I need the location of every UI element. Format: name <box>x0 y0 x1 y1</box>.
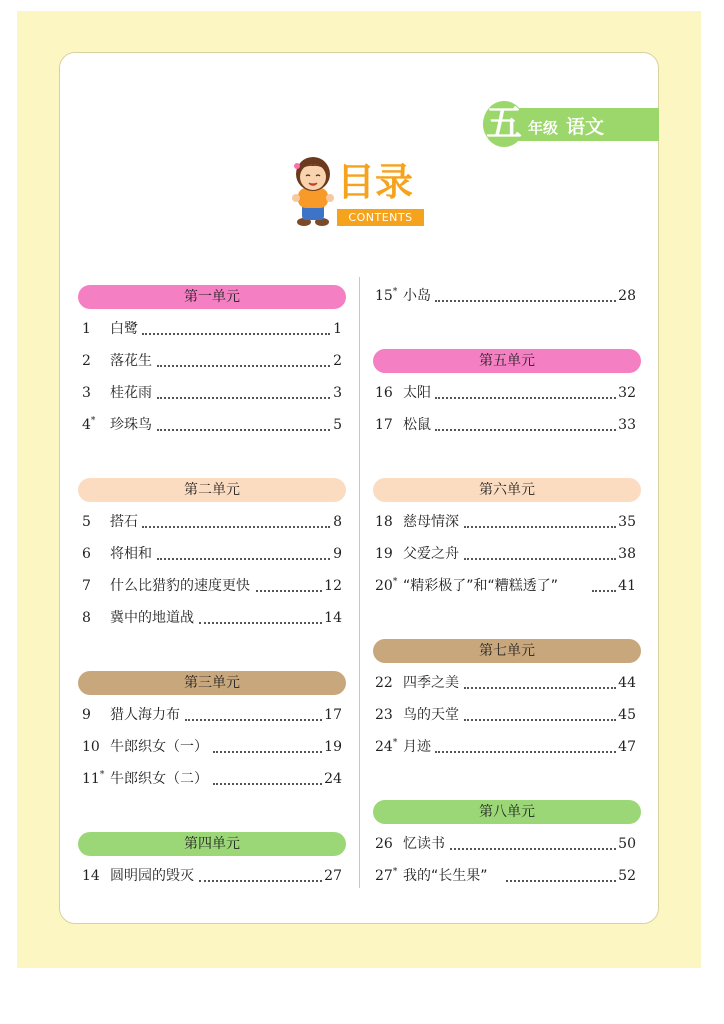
lesson-number <box>375 865 397 887</box>
lesson-number <box>82 768 104 790</box>
lesson-number <box>82 704 91 726</box>
dot-leader <box>142 526 330 528</box>
dot-leader <box>185 719 322 721</box>
dot-leader <box>199 622 322 624</box>
column-divider <box>359 277 360 888</box>
grade-number: 五 <box>483 101 525 147</box>
unit-heading-3: 第三单元 <box>78 671 346 695</box>
lesson-number-value: 18 <box>375 514 393 530</box>
lesson-number <box>82 575 91 597</box>
lesson-number <box>82 607 91 629</box>
unit-heading-2: 第二单元 <box>78 478 346 502</box>
toc-entry <box>375 736 636 758</box>
page-number: 44 <box>618 675 636 691</box>
page-number: 35 <box>618 514 636 530</box>
toc-entry <box>82 543 342 565</box>
dot-leader <box>450 848 616 850</box>
lesson-number <box>375 511 393 533</box>
page-number: 52 <box>618 868 636 884</box>
toc-entry <box>375 865 636 887</box>
lesson-number-value: 11 <box>82 771 100 787</box>
lesson-number <box>82 865 100 887</box>
lesson-number-value: 26 <box>375 836 393 852</box>
lesson-number <box>82 350 91 372</box>
lesson-title: 什么比猎豹的速度更快 <box>110 578 250 594</box>
dot-leader <box>157 558 330 560</box>
grade-subject-label <box>528 112 604 139</box>
lesson-number-value: 1 <box>82 321 91 337</box>
optional-lesson-mark: * <box>90 416 96 426</box>
dot-leader <box>592 590 616 592</box>
dot-leader <box>142 333 330 335</box>
lesson-title: 珍珠鸟 <box>110 417 152 433</box>
toc-entry <box>375 382 636 404</box>
lesson-number-value: 7 <box>82 578 91 594</box>
dot-leader <box>157 365 330 367</box>
page-number: 5 <box>333 417 342 433</box>
page-number: 41 <box>618 578 636 594</box>
lesson-number-value: 4 <box>82 417 91 433</box>
unit-heading-1: 第一单元 <box>78 285 346 309</box>
lesson-number-value: 20 <box>375 578 393 594</box>
toc-entry <box>82 318 342 340</box>
page-title: 目录 <box>337 160 414 204</box>
page-number: 33 <box>618 417 636 433</box>
lesson-number <box>375 575 397 597</box>
toc-entry <box>82 382 342 404</box>
optional-lesson-mark: * <box>392 738 398 748</box>
unit-heading-4: 第四单元 <box>78 832 346 856</box>
optional-lesson-mark: * <box>99 770 105 780</box>
page-subtitle: CONTENTS <box>337 209 424 226</box>
lesson-number-value: 14 <box>82 868 100 884</box>
dot-leader <box>256 590 322 592</box>
lesson-number <box>82 511 91 533</box>
lesson-number-value: 23 <box>375 707 393 723</box>
lesson-title: 白鹭 <box>110 321 138 337</box>
page-number: 50 <box>618 836 636 852</box>
page-number: 27 <box>324 868 342 884</box>
page-number: 14 <box>324 610 342 626</box>
lesson-number-value: 10 <box>82 739 100 755</box>
page-number: 32 <box>618 385 636 401</box>
unit-heading-7: 第七单元 <box>373 639 641 663</box>
toc-entry <box>82 704 342 726</box>
page-number: 19 <box>324 739 342 755</box>
lesson-number-value: 2 <box>82 353 91 369</box>
lesson-title: 猎人海力布 <box>110 707 180 723</box>
toc-entry <box>82 350 342 372</box>
toc-entry <box>82 865 342 887</box>
optional-lesson-mark: * <box>392 287 398 297</box>
lesson-title: 四季之美 <box>403 675 459 691</box>
girl-mascot-icon <box>290 154 336 228</box>
page-number: 1 <box>333 321 342 337</box>
lesson-title: 忆读书 <box>403 836 445 852</box>
dot-leader <box>506 880 616 882</box>
lesson-number <box>375 414 393 436</box>
lesson-title: “精彩极了”和“糟糕透了” <box>403 578 559 594</box>
lesson-number-value: 5 <box>82 514 91 530</box>
lesson-title: 月迹 <box>403 739 431 755</box>
lesson-number <box>375 285 397 307</box>
dot-leader <box>464 526 616 528</box>
lesson-title: 慈母情深 <box>403 514 459 530</box>
dot-leader <box>464 719 616 721</box>
lesson-number <box>82 382 91 404</box>
toc-entry <box>375 672 636 694</box>
toc-entry <box>375 285 636 307</box>
toc-entry <box>375 575 636 597</box>
lesson-title: 太阳 <box>403 385 431 401</box>
lesson-number-value: 15 <box>375 288 393 304</box>
lesson-number <box>375 736 397 758</box>
lesson-title: 桂花雨 <box>110 385 152 401</box>
lesson-title: 落花生 <box>110 353 152 369</box>
lesson-title: 鸟的天堂 <box>403 707 459 723</box>
lesson-title: 牛郎织女（一） <box>110 739 208 755</box>
lesson-number <box>82 736 100 758</box>
lesson-number <box>375 382 393 404</box>
lesson-title: 将相和 <box>110 546 152 562</box>
toc-entry <box>82 575 342 597</box>
lesson-number <box>375 672 393 694</box>
page-number: 9 <box>333 546 342 562</box>
page-number: 2 <box>333 353 342 369</box>
optional-lesson-mark: * <box>392 577 398 587</box>
page-number: 3 <box>333 385 342 401</box>
subject-label: 语文 <box>566 116 605 138</box>
toc-entry <box>82 607 342 629</box>
dot-leader <box>435 751 616 753</box>
lesson-number-value: 17 <box>375 417 393 433</box>
lesson-number-value: 27 <box>375 868 393 884</box>
dot-leader <box>213 751 322 753</box>
lesson-title: 我的“长生果” <box>403 868 488 884</box>
toc-entry <box>375 833 636 855</box>
page-number: 45 <box>618 707 636 723</box>
lesson-number-value: 24 <box>375 739 393 755</box>
lesson-number <box>82 414 95 436</box>
lesson-number-value: 9 <box>82 707 91 723</box>
lesson-number-value: 3 <box>82 385 91 401</box>
page-number: 12 <box>324 578 342 594</box>
dot-leader <box>464 558 616 560</box>
dot-leader <box>199 880 322 882</box>
lesson-number <box>375 704 393 726</box>
page-number: 24 <box>324 771 342 787</box>
lesson-title: 小岛 <box>403 288 431 304</box>
toc-entry <box>82 736 342 758</box>
page-number: 8 <box>333 514 342 530</box>
lesson-title: 松鼠 <box>403 417 431 433</box>
lesson-title: 圆明园的毁灭 <box>110 868 194 884</box>
toc-entry <box>82 511 342 533</box>
lesson-number <box>375 833 393 855</box>
unit-heading-6: 第六单元 <box>373 478 641 502</box>
toc-entry <box>375 414 636 436</box>
toc-entry <box>375 543 636 565</box>
lesson-title: 父爱之舟 <box>403 546 459 562</box>
page-number: 47 <box>618 739 636 755</box>
lesson-title: 搭石 <box>110 514 138 530</box>
lesson-number-value: 16 <box>375 385 393 401</box>
unit-heading-8: 第八单元 <box>373 800 641 824</box>
lesson-number <box>82 543 91 565</box>
lesson-number <box>375 543 393 565</box>
lesson-number-value: 8 <box>82 610 91 626</box>
lesson-title: 牛郎织女（二） <box>110 771 208 787</box>
page-number: 28 <box>618 288 636 304</box>
page-number: 17 <box>324 707 342 723</box>
toc-entry <box>82 768 342 790</box>
lesson-number <box>82 318 91 340</box>
unit-heading-5: 第五单元 <box>373 349 641 373</box>
toc-entry <box>375 511 636 533</box>
dot-leader <box>464 687 616 689</box>
lesson-title: 冀中的地道战 <box>110 610 194 626</box>
dot-leader <box>435 429 616 431</box>
page-number: 38 <box>618 546 636 562</box>
lesson-number-value: 19 <box>375 546 393 562</box>
optional-lesson-mark: * <box>392 867 398 877</box>
toc-entry <box>375 704 636 726</box>
dot-leader <box>157 429 330 431</box>
dot-leader <box>213 783 322 785</box>
dot-leader <box>157 397 330 399</box>
toc-entry <box>82 414 342 436</box>
lesson-number-value: 22 <box>375 675 393 691</box>
dot-leader <box>435 397 616 399</box>
grade-label: 年级 <box>528 119 559 137</box>
dot-leader <box>435 300 616 302</box>
lesson-number-value: 6 <box>82 546 91 562</box>
